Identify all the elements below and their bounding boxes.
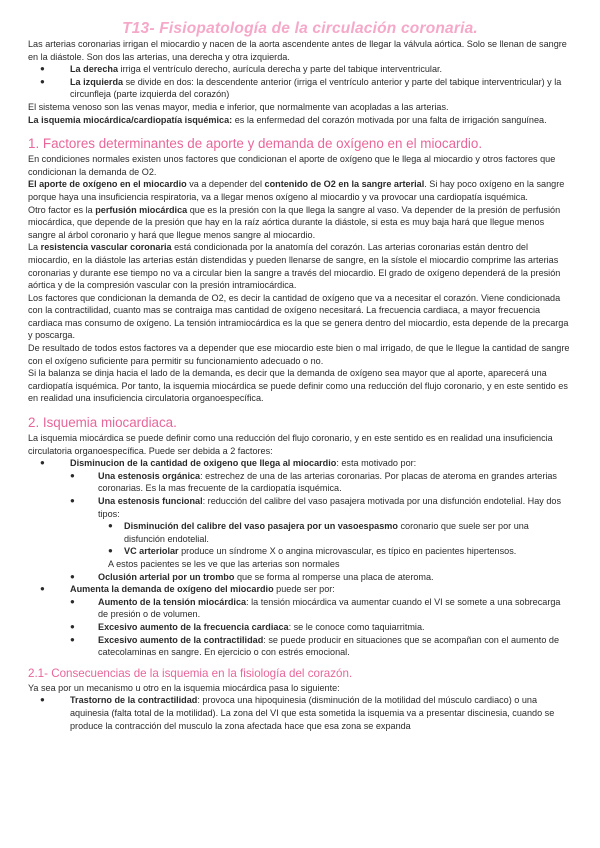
- paragraph: La isquemia miocárdica se puede definir como una reducción del flujo coronario, y en este sentido es en realidad una insuficiencia circulatoria organoespecífica. Puede ser debida a 2 factores:: [28, 433, 553, 456]
- bullet-icon: ●: [70, 621, 75, 631]
- section-2-1-heading: 2.1- Consecuencias de la isquemia en la fisiología del corazón.: [28, 666, 353, 680]
- ischemia-causes-list: [28, 457, 572, 659]
- list-item: ● Disminución del calibre del vaso pasajera por un vasoespasmo coronario que suele ser por una disfunción endotelial.: [108, 521, 529, 544]
- list-item: ● La izquierda se divide en dos: la descendente anterior (irriga el ventrículo anterior y parte del tabique interventricular) y la circunfleja (parte izquierda del corazón): [40, 76, 562, 100]
- bullet-icon: ●: [70, 571, 75, 581]
- paragraph: Ya sea por un mecanismo u otro en la isquemia miocárdica pasa lo siguiente:: [28, 682, 340, 693]
- paragraph: La resistencia vascular coronaria está condicionada por la anatomía del corazón. Las arterias coronarias están dentro del miocardio, en la diástole las arterias están distendidas y pueden llenarse de sangre, en la sístole el miocardio comprime las arterias coronarias y durante ese tiempo no va a circular bien la sangre a través del miocardio. El grado de oxígeno dependerá de la presión aórtica y de la compresión vascular con la presión intramiocárdica.: [28, 242, 561, 291]
- bullet-icon: ●: [40, 64, 45, 74]
- list-item: ● Una estenosis funcional: reducción del calibre del vaso pasajera motivada por una disfunción endotelial. Hay dos tipos:: [70, 496, 562, 519]
- paragraph: Otro factor es la perfusión miocárdica que es la presión con la que llega la sangre al vaso. Va depender de la presión de perfusión miocárdica, que depende de la presión que hay en la raíz aórtica durante la diástole, si esta es muy baja hará que llegue menos sangre al árbol coronario y hará que llegue menos sangre al miocardio.: [28, 204, 561, 240]
- paragraph: Si la balanza se dinja hacia el lado de la demanda, es decir que la demanda de oxígeno sea mayor que al aporte, aparecerá una cardiopatía isquémica. Por tanto, la isquemia miocárdica se puede definir como una reducción del flujo coronario, y en este sentido es en realidad una insuficiencia circulatoria organoespecífica.: [28, 368, 568, 404]
- bullet-icon: ●: [40, 584, 45, 594]
- paragraph: El aporte de oxígeno en el miocardio va a depender del contenido de O2 en la sangre arterial. Si hay poco oxígeno en la sangre porque haya una insuficiencia respiratoria, va a llegar menos oxígeno al miocardio y va provocar una cardiopatía isquémica.: [28, 179, 565, 202]
- definition-paragraph: La isquemia miocárdica/cardiopatía isquémica: es la enfermedad del corazón motivada por una falta de irrigación sanguínea.: [28, 114, 547, 125]
- bullet-icon: ●: [108, 521, 113, 531]
- document-title: T13- Fisiopatología de la circulación coronaria.: [122, 20, 478, 37]
- bullet-icon: ●: [40, 695, 45, 705]
- list-item: ● La derecha irriga el ventrículo derecho, aurícula derecha y parte del tabique interventricular.: [40, 64, 443, 75]
- list-item: ● Aumento de la tensión miocárdica: la tensión miocárdica va aumentar cuando el VI se somete a una sobrecarga de presión o de volumen.: [70, 596, 561, 620]
- list-item: ● Una estenosis orgánica: estrechez de una de las arterias coronarias. Por placas de ateroma en grandes arterias coronarias. Es la mas frecuente de la cardiopatía isquémica.: [70, 470, 557, 494]
- arteries-list: [28, 63, 572, 101]
- bullet-icon: ●: [108, 546, 113, 556]
- list-item: ● Excesivo aumento de la frecuencia cardiaca: se le conoce como taquiarritmia.: [70, 621, 425, 632]
- section-1-heading: 1. Factores determinantes de aporte y demanda de oxígeno en el miocardio.: [28, 136, 483, 152]
- list-item: ● Trastorno de la contractilidad: provoca una hipoquinesia (disminución de la motilidad del músculo cardiaco) o una aquinesia (falta total de la motilidad). La zona del VI que esta sometida la isquemia va a presentar discinesia, cuando se produce la contracción del musculo la zona afectada hace que esa zona se expanda: [40, 695, 555, 731]
- list-item: ● Oclusión arterial por un trombo que se forma al romperse una placa de ateroma.: [70, 571, 434, 582]
- venous-paragraph: El sistema venoso son las venas mayor, media e inferior, que normalmente van acopladas a las arterias.: [28, 101, 449, 112]
- list-item: ● Disminucion de la cantidad de oxigeno que llega al miocardio: esta motivado por:: [40, 458, 417, 469]
- section-2-heading: 2. Isquemia miocardiaca.: [28, 415, 177, 431]
- intro-paragraph: Las arterias coronarias irrigan el miocardio y nacen de la aorta ascendente antes de llegar la válvula aórtica. Solo se llenan de sangre en la diástole. Son dos las arterias, una derecha y otra izquierda.: [28, 39, 567, 62]
- list-item: ● Aumenta la demanda de oxígeno del miocardio puede ser por:: [40, 584, 335, 595]
- note-text: A estos pacientes se les ve que las arterias son normales: [108, 558, 340, 569]
- bullet-icon: ●: [40, 76, 45, 86]
- bullet-icon: ●: [40, 458, 45, 468]
- bullet-icon: ●: [70, 470, 75, 480]
- bullet-icon: ●: [70, 596, 75, 606]
- paragraph: En condiciones normales existen unos factores que condicionan el aporte de oxígeno que le llega al miocardio y otros factores que condicionan la demanda de O2.: [28, 154, 556, 177]
- bullet-icon: ●: [70, 496, 75, 505]
- paragraph: De resultado de todos estos factores va a depender que ese miocardio este bien o mal irrigado, de que le llegue la cantidad de sangre con el oxígeno suficiente para permitir su funcionamiento adecuado o no.: [28, 343, 570, 366]
- list-item: ● VC arteriolar produce un síndrome X o angina microvascular, es típico en pacientes hipertensos.: [108, 546, 517, 557]
- list-item: ● Excesivo aumento de la contractilidad: se puede producir en situaciones que se acompañan con el aumento de catecolaminas en sangre. En ejercicio o con estrés emocional.: [70, 634, 560, 658]
- bullet-icon: ●: [70, 634, 75, 644]
- consequences-list: [28, 694, 572, 732]
- paragraph: Los factores que condicionan la demanda de O2, es decir la cantidad de oxígeno que va a necesitar el corazón. Viene condicionada con la contractilidad, cuanto mas se contraiga mas cantidad de oxígeno necesitará. La frecuencia cardiaca, a mayor frecuencia cardiaca mas consumo de oxígeno. La tensión intramiocárdica es la que se genera dentro del miocardio, esta depende de la precarga y poscarga.: [28, 292, 569, 341]
